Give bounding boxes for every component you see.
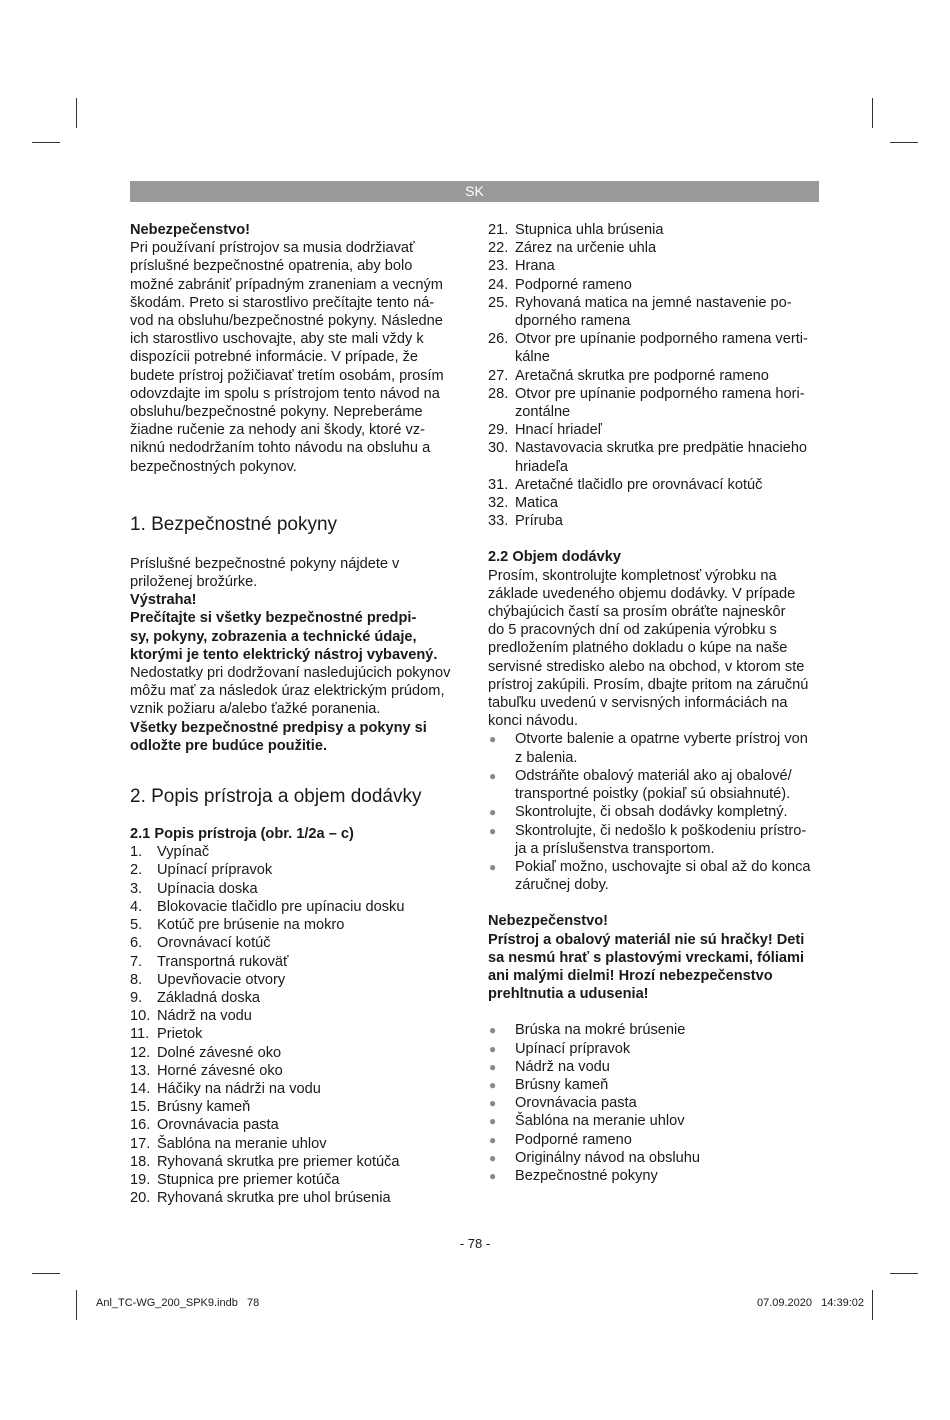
- list-item: [130, 880, 465, 898]
- warning-heading: Výstraha!: [130, 592, 197, 609]
- item-number: 26.: [488, 331, 509, 348]
- item-text: transportné poistky (pokiaľ sú obsiahnuté).: [515, 786, 791, 803]
- delivery-contents-list: [488, 1021, 823, 1185]
- list-item: [130, 1062, 465, 1080]
- text-line: niknú nedodržaním tohto návodu na obsluhu a: [130, 440, 431, 457]
- item-number: 20.: [130, 1190, 151, 1207]
- item-text: Brúska na mokré brúsenie: [515, 1022, 686, 1039]
- item-text: Šablóna na meranie uhlov: [515, 1113, 685, 1130]
- file-info: Anl_TC-WG_200_SPK9.indb 78: [96, 1297, 260, 1309]
- item-number: 9.: [130, 989, 143, 1006]
- item-text: Podporné rameno: [515, 276, 632, 293]
- parts-list-continued: [488, 221, 823, 530]
- list-item: [488, 730, 823, 766]
- text-line: príslušné bezpečnostné opatrenia, aby bolo: [130, 258, 413, 275]
- bullet-icon: ●: [489, 1168, 497, 1183]
- list-item: [488, 239, 823, 257]
- text-line: bezpečnostných pokynov.: [130, 458, 297, 475]
- item-text: Odstráňte obalový materiál ako aj obalové/: [515, 767, 792, 784]
- item-text: Nádrž na vodu: [157, 1008, 252, 1025]
- item-number: 30.: [488, 440, 509, 457]
- language-header: SK: [130, 181, 819, 202]
- item-text: Prietok: [157, 1026, 203, 1043]
- item-text: Ryhovaná skrutka pre priemer kotúča: [157, 1153, 400, 1170]
- item-text: Aretačné tlačidlo pre orovnávací kotúč: [515, 476, 763, 493]
- list-item: [130, 1080, 465, 1098]
- list-item: [488, 494, 823, 512]
- item-text: Brúsny kameň: [157, 1099, 251, 1116]
- list-item: [130, 916, 465, 934]
- item-text: Háčiky na nádrži na vodu: [157, 1080, 321, 1097]
- list-item: [488, 822, 823, 858]
- text-line: základe uvedeného objemu dodávky. V prípade: [488, 585, 796, 602]
- bullet-icon: ●: [489, 823, 497, 838]
- item-number: 16.: [130, 1117, 151, 1134]
- list-item: [488, 439, 823, 475]
- item-number: 22.: [488, 240, 509, 257]
- item-text: Horné závesné oko: [157, 1062, 283, 1079]
- text-line: ich starostlivo uschovajte, aby ste mali vždy k: [130, 331, 424, 348]
- item-text: Vypínač: [157, 844, 210, 861]
- crop-mark: [872, 1290, 873, 1320]
- item-text: Nastavovacia skrutka pre predpätie hnacieho: [515, 440, 808, 457]
- item-text: Podporné rameno: [515, 1131, 632, 1148]
- list-item: [488, 1076, 823, 1094]
- list-item: [488, 1167, 823, 1185]
- bullet-icon: ●: [489, 859, 497, 874]
- bullet-icon: ●: [489, 1114, 497, 1129]
- item-number: 19.: [130, 1171, 151, 1188]
- bullet-icon: ●: [489, 1096, 497, 1111]
- warning-keep-text: [130, 719, 465, 755]
- text-line: Nedostatky pri dodržovaní nasledujúcich pokynov: [130, 665, 451, 682]
- text-line: konci návodu.: [488, 713, 579, 730]
- text-line: Prosím, skontrolujte kompletnosť výrobku na: [488, 567, 777, 584]
- item-text: Brúsny kameň: [515, 1076, 609, 1093]
- item-number: 13.: [130, 1062, 151, 1079]
- list-item: [488, 1094, 823, 1112]
- warning-bold-text: [130, 609, 465, 664]
- section-1-intro: [130, 555, 465, 591]
- item-number: 11.: [130, 1026, 150, 1043]
- item-text: Šablóna na meranie uhlov: [157, 1135, 327, 1152]
- list-item: [130, 1098, 465, 1116]
- list-item: [130, 1153, 465, 1171]
- item-number: 12.: [130, 1044, 151, 1061]
- bullet-icon: ●: [489, 1077, 497, 1092]
- item-text: Základná doska: [157, 989, 261, 1006]
- item-number: 3.: [130, 880, 143, 897]
- item-text: Upevňovacie otvory: [157, 971, 286, 988]
- crop-mark: [32, 142, 60, 143]
- bullet-icon: ●: [489, 1150, 497, 1165]
- item-text: Kotúč pre brúsenie na mokro: [157, 917, 345, 934]
- crop-mark: [890, 1273, 918, 1274]
- list-item: [130, 898, 465, 916]
- list-item: [488, 1021, 823, 1039]
- list-item: [488, 330, 823, 366]
- text-line: ani malými dielmi! Hrozí nebezpečenstvo: [488, 967, 773, 984]
- item-number: 31.: [488, 476, 509, 493]
- section-1-title: 1. Bezpečnostné pokyny: [130, 513, 338, 535]
- item-number: 28.: [488, 385, 509, 402]
- item-text: Upínací prípravok: [515, 1040, 631, 1057]
- item-text: Pokiaľ možno, uschovajte si obal až do konca: [515, 858, 811, 875]
- bullet-icon: ●: [489, 1023, 497, 1038]
- item-number: 24.: [488, 276, 509, 293]
- item-number: 18.: [130, 1153, 151, 1170]
- item-number: 23.: [488, 258, 509, 275]
- item-number: 4.: [130, 898, 143, 915]
- text-line: môžu mať za následok úraz elektrickým prúdom,: [130, 683, 445, 700]
- item-text: Nádrž na vodu: [515, 1058, 610, 1075]
- list-item: [130, 1025, 465, 1043]
- item-number: 25.: [488, 294, 509, 311]
- item-text: dporného ramena: [515, 313, 631, 330]
- text-line: sy, pokyny, zobrazenia a technické údaje,: [130, 628, 417, 645]
- item-text: Blokovacie tlačidlo pre upínaciu dosku: [157, 898, 405, 915]
- item-text: Ryhovaná skrutka pre uhol brúsenia: [157, 1190, 391, 1207]
- text-line: predložením platného dokladu o kúpe na naše: [488, 640, 788, 657]
- item-number: 21.: [488, 222, 509, 238]
- item-text: Orovnávacia pasta: [157, 1117, 279, 1134]
- list-item: [488, 1058, 823, 1076]
- list-item: [488, 476, 823, 494]
- item-text: Stupnica uhla brúsenia: [515, 222, 664, 238]
- left-column: [130, 221, 465, 1207]
- list-item: [488, 803, 823, 821]
- crop-mark: [32, 1273, 60, 1274]
- item-text: záručnej doby.: [515, 877, 609, 894]
- item-text: Orovnávacia pasta: [515, 1095, 637, 1112]
- text-line: Pri používaní prístrojov sa musia dodržiavať: [130, 240, 415, 257]
- text-line: priloženej brožúrke.: [130, 574, 258, 591]
- item-text: Orovnávací kotúč: [157, 935, 271, 952]
- crop-mark: [872, 98, 873, 128]
- subsection-2-1-title: 2.1 Popis prístroja (obr. 1/2a – c): [130, 826, 354, 843]
- item-text: kálne: [515, 349, 550, 366]
- item-text: Upínací prípravok: [157, 862, 273, 879]
- item-text: z balenia.: [515, 749, 578, 766]
- crop-mark: [890, 142, 918, 143]
- list-item: [488, 1131, 823, 1149]
- text-line: obsluhu/bezpečnostné pokyny. Nepreberáme: [130, 404, 423, 421]
- text-line: prístroj zakúpili. Prosím, dbajte pritom na záručnú: [488, 676, 809, 693]
- text-line: sa nesmú hrať s plastovými vreckami, fóliami: [488, 949, 805, 966]
- page-number: - 78 -: [459, 1236, 491, 1251]
- item-number: 5.: [130, 917, 143, 934]
- list-item: [130, 989, 465, 1007]
- danger-warning-text: [488, 931, 823, 1004]
- list-item: [488, 276, 823, 294]
- item-text: Ryhovaná matica na jemné nastavenie po-: [515, 294, 792, 311]
- list-item: [488, 421, 823, 439]
- list-item: [130, 1116, 465, 1134]
- item-text: Otvor pre upínanie podporného ramena verti-: [515, 331, 808, 348]
- list-item: [488, 294, 823, 330]
- item-number: 2.: [130, 862, 143, 879]
- item-text: Upínacia doska: [157, 880, 258, 897]
- list-item: [130, 861, 465, 879]
- list-item: [488, 367, 823, 385]
- text-line: do 5 pracovných dní od zakúpenia výrobku s: [488, 622, 777, 639]
- list-item: [488, 1112, 823, 1130]
- crop-mark: [76, 1290, 77, 1320]
- unpacking-steps: [488, 730, 823, 894]
- print-timestamp: 07.09.2020 14:39:02: [756, 1297, 864, 1309]
- item-text: Otvor pre upínanie podporného ramena hori-: [515, 385, 805, 402]
- crop-mark: [76, 98, 77, 128]
- text-line: odovzdajte im spolu s prístrojom tento návod na: [130, 385, 440, 402]
- item-text: Aretačná skrutka pre podporné rameno: [515, 367, 769, 384]
- text-line: odložte pre budúce použitie.: [130, 737, 328, 754]
- item-number: 10.: [130, 1008, 151, 1025]
- list-item: [488, 1040, 823, 1058]
- text-line: servisné stredisko alebo na obchod, v ktorom ste: [488, 658, 805, 675]
- bullet-icon: ●: [489, 768, 497, 783]
- text-line: dispozícii potrebné informácie. V prípade, že: [130, 349, 418, 366]
- item-text: Bezpečnostné pokyny: [515, 1167, 658, 1184]
- warning-text: [130, 664, 465, 719]
- text-line: Príslušné bezpečnostné pokyny nájdete v: [130, 555, 400, 572]
- item-text: Príruba: [515, 513, 563, 530]
- list-item: [488, 385, 823, 421]
- scope-paragraph: [488, 567, 823, 731]
- item-number: 17.: [130, 1135, 151, 1152]
- item-text: Dolné závesné oko: [157, 1044, 282, 1061]
- item-text: Zárez na určenie uhla: [515, 240, 657, 257]
- list-item: [130, 971, 465, 989]
- item-number: 15.: [130, 1099, 151, 1116]
- text-line: ktorými je tento elektrický nástroj vybavený.: [130, 646, 438, 663]
- item-number: 1.: [130, 844, 143, 861]
- list-item: [130, 1171, 465, 1189]
- text-line: vznik požiaru a/alebo ťažké poranenia.: [130, 701, 381, 718]
- list-item: [130, 953, 465, 971]
- item-number: 7.: [130, 953, 143, 970]
- item-number: 33.: [488, 513, 509, 530]
- text-line: žiadne ručenie za nehody ani škody, ktoré vz-: [130, 422, 426, 439]
- item-number: 32.: [488, 495, 509, 512]
- item-text: Skontrolujte, či nedošlo k poškodeniu prístro-: [515, 822, 807, 839]
- danger-paragraph: [130, 239, 465, 476]
- text-line: tabuľku uvedenú v servisných informáciách na: [488, 695, 788, 712]
- list-item: [488, 858, 823, 894]
- text-line: Všetky bezpečnostné predpisy a pokyny si: [130, 719, 427, 736]
- text-line: možné zabrániť prípadným zraneniam a vecným: [130, 276, 443, 293]
- bullet-icon: ●: [489, 805, 497, 820]
- item-number: 29.: [488, 422, 509, 439]
- item-number: 6.: [130, 935, 143, 952]
- subsection-2-2-title: 2.2 Objem dodávky: [488, 549, 622, 566]
- item-number: 8.: [130, 971, 143, 988]
- item-text: Skontrolujte, či obsah dodávky kompletný.: [515, 804, 788, 821]
- list-item: [488, 767, 823, 803]
- bullet-icon: ●: [489, 1132, 497, 1147]
- danger-heading: Nebezpečenstvo!: [130, 222, 251, 238]
- list-item: [488, 257, 823, 275]
- item-text: Otvorte balenie a opatrne vyberte prístroj von: [515, 731, 808, 748]
- text-line: Prístroj a obalový materiál nie sú hračky! Deti: [488, 931, 805, 948]
- item-text: Hrana: [515, 258, 555, 275]
- item-text: Matica: [515, 495, 558, 512]
- text-line: prehltnutia a udusenia!: [488, 986, 649, 1003]
- item-text: Stupnica pre priemer kotúča: [157, 1171, 340, 1188]
- list-item: [488, 512, 823, 530]
- list-item: [130, 1044, 465, 1062]
- item-number: 14.: [130, 1080, 151, 1097]
- item-text: Transportná rukoväť: [157, 953, 289, 970]
- text-line: Prečítajte si všetky bezpečnostné predpi-: [130, 610, 417, 627]
- bullet-icon: ●: [489, 1041, 497, 1056]
- item-text: Hnací hriadeľ: [515, 422, 602, 439]
- text-line: chýbajúcich častí sa prosím obráťte najneskôr: [488, 604, 786, 621]
- list-item: [130, 1007, 465, 1025]
- bullet-icon: ●: [489, 732, 497, 747]
- item-text: Originálny návod na obsluhu: [515, 1149, 700, 1166]
- text-line: budete prístroj požičiavať tretím osobám, prosím: [130, 367, 444, 384]
- text-line: škodám. Preto si starostlivo prečítajte tento ná-: [130, 294, 435, 311]
- right-column: [488, 221, 823, 1185]
- bullet-icon: ●: [489, 1059, 497, 1074]
- list-item: [488, 221, 823, 239]
- item-text: hriadeľa: [515, 458, 568, 475]
- item-text: ja a príslušenstva transportom.: [515, 840, 715, 857]
- list-item: [130, 1189, 465, 1207]
- item-text: zontálne: [515, 404, 571, 421]
- list-item: [130, 843, 465, 861]
- list-item: [488, 1149, 823, 1167]
- parts-list: [130, 843, 465, 1207]
- section-2-title: 2. Popis prístroja a objem dodávky: [130, 786, 422, 808]
- item-number: 27.: [488, 367, 509, 384]
- danger-heading-2: Nebezpečenstvo!: [488, 913, 609, 930]
- list-item: [130, 1135, 465, 1153]
- list-item: [130, 934, 465, 952]
- text-line: vod na obsluhu/bezpečnostné pokyny. Následne: [130, 313, 443, 330]
